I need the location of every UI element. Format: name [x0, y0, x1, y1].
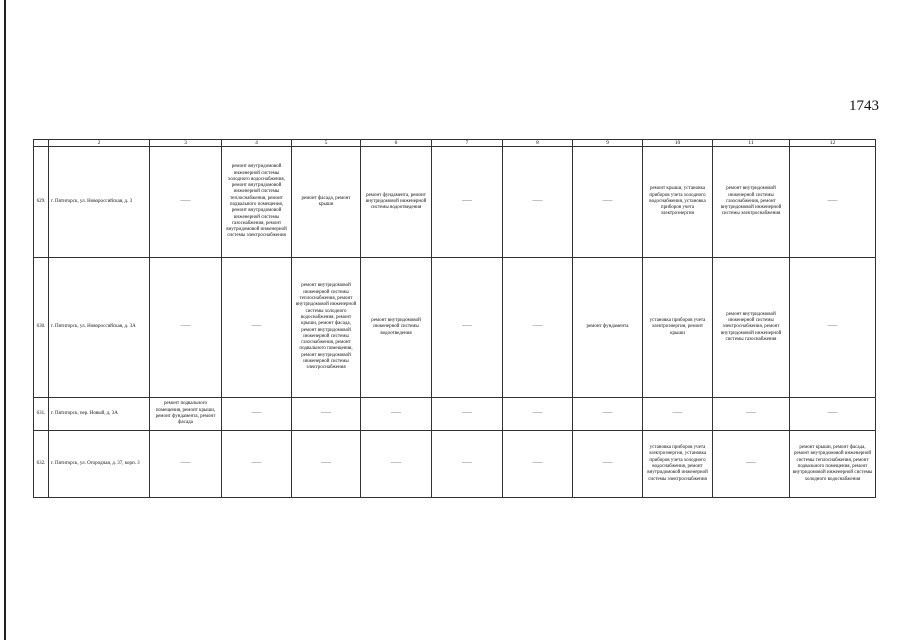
row-number: 629.: [34, 147, 49, 258]
scan-page-edge: [4, 0, 6, 640]
row-address: г. Пятигорск, ул. Новороссийская, д. 3: [49, 147, 150, 258]
cell-col-10: установка приборов учета электроэнергии, установка приборов учета холодного водоснабжения, ремонт внутридомовой инженерной системы электроснабжения: [643, 431, 713, 498]
cell-col-9: ——: [573, 431, 643, 498]
cell-col-4: ——: [222, 258, 292, 398]
cell-col-8: ——: [503, 147, 573, 258]
row-address: г. Пятигорск, ул. Огородная, д. 37, корп. 3: [49, 431, 150, 498]
cell-col-8: ——: [503, 431, 573, 498]
cell-col-5: ——: [292, 398, 361, 431]
cell-col-6: ——: [361, 431, 432, 498]
cell-col-12: ——: [790, 258, 876, 398]
cell-col-5: ремонт фасада, ремонт крыши: [292, 147, 361, 258]
column-number-6: 6: [361, 140, 432, 147]
cell-col-10: установка приборов учета электроэнергии, ремонт крыши: [643, 258, 713, 398]
cell-col-9: ——: [573, 398, 643, 431]
cell-col-4: ——: [222, 431, 292, 498]
cell-col-11: ——: [713, 431, 790, 498]
cell-col-3: ——: [150, 258, 222, 398]
cell-col-7: ——: [432, 431, 503, 498]
column-number-10: 10: [643, 140, 713, 147]
cell-col-4: ремонт внутридомовой инженерной системы холодного водоснабжения, ремонт внутридомовой инженерной системы теплоснабжения, ремонт подвального помещения, ремонт внутридомовой инженерной системы газоснабжения, ремонт внутридомовой инженерной системы электроснабжения: [222, 147, 292, 258]
cell-col-7: ——: [432, 398, 503, 431]
column-number-2: 2: [49, 140, 150, 147]
cell-col-12: ——: [790, 398, 876, 431]
column-number-9: 9: [573, 140, 643, 147]
row-number: 632.: [34, 431, 49, 498]
page-number: 1743: [849, 98, 879, 114]
table-row: [34, 258, 876, 398]
table-row: [34, 147, 876, 258]
cell-col-7: ——: [432, 147, 503, 258]
row-address: г. Пятигорск, ул. Новороссийская, д. 3А: [49, 258, 150, 398]
cell-col-12: ——: [790, 147, 876, 258]
cell-col-9: ремонт фундамента: [573, 258, 643, 398]
column-number-4: 4: [222, 140, 292, 147]
column-number-3: 3: [150, 140, 222, 147]
table-row: [34, 431, 876, 498]
column-number-5: 5: [292, 140, 361, 147]
cell-col-6: ремонт фундамента, ремонт внутридомовой инженерной системы водоотведения: [361, 147, 432, 258]
column-number-7: 7: [432, 140, 503, 147]
column-number-11: 11: [713, 140, 790, 147]
table-row: [34, 398, 876, 431]
cell-col-5: ——: [292, 431, 361, 498]
cell-col-12: ремонт крыши, ремонт фасада, ремонт внутридомовой инженерной системы теплоснабжения, ремонт подвального помещения, ремонт внутридомовой инженерной системы холодного водоснабжения: [790, 431, 876, 498]
cell-col-9: ——: [573, 147, 643, 258]
column-number-12: 12: [790, 140, 876, 147]
cell-col-6: ——: [361, 398, 432, 431]
cell-col-6: ремонт внутридомовой инженерной системы водоотведения: [361, 258, 432, 398]
cell-col-7: ——: [432, 258, 503, 398]
cell-col-3: ——: [150, 431, 222, 498]
cell-col-11: ремонт внутридомовой инженерной системы газоснабжения, ремонт внутридомовой инженерной системы электроснабжения: [713, 147, 790, 258]
cell-col-11: ——: [713, 398, 790, 431]
cell-col-3: ремонт подвального помещения, ремонт крыши, ремонт фундамента, ремонт фасада: [150, 398, 222, 431]
row-number: 631.: [34, 398, 49, 431]
cell-col-11: ремонт внутридомовой инженерной системы электроснабжения, ремонт внутридомовой инженерной системы газоснабжения: [713, 258, 790, 398]
cell-col-5: ремонт внутридомовой инженерной системы теплоснабжения, ремонт внутридомовой инженерной системы холодного водоснабжения, ремонт крыши, ремонт фасада, ремонт внутридомовой инженерной системы газоснабжения, ремонт подвального помещения, ремонт внутридомовой инженерной системы электроснабжения: [292, 258, 361, 398]
cell-col-8: ——: [503, 398, 573, 431]
cell-col-4: ——: [222, 398, 292, 431]
cell-col-10: ремонт крыши, установка приборов учета холодного водоснабжения, установка приборов учета электроэнергии: [643, 147, 713, 258]
cell-col-8: ——: [503, 258, 573, 398]
repair-schedule-table: [33, 139, 876, 498]
column-number-1: [34, 140, 49, 147]
column-number-row: [34, 140, 876, 147]
row-number: 630.: [34, 258, 49, 398]
cell-col-3: ——: [150, 147, 222, 258]
column-number-8: 8: [503, 140, 573, 147]
row-address: г. Пятигорск, пер. Новый, д. 3А: [49, 398, 150, 431]
cell-col-10: ——: [643, 398, 713, 431]
